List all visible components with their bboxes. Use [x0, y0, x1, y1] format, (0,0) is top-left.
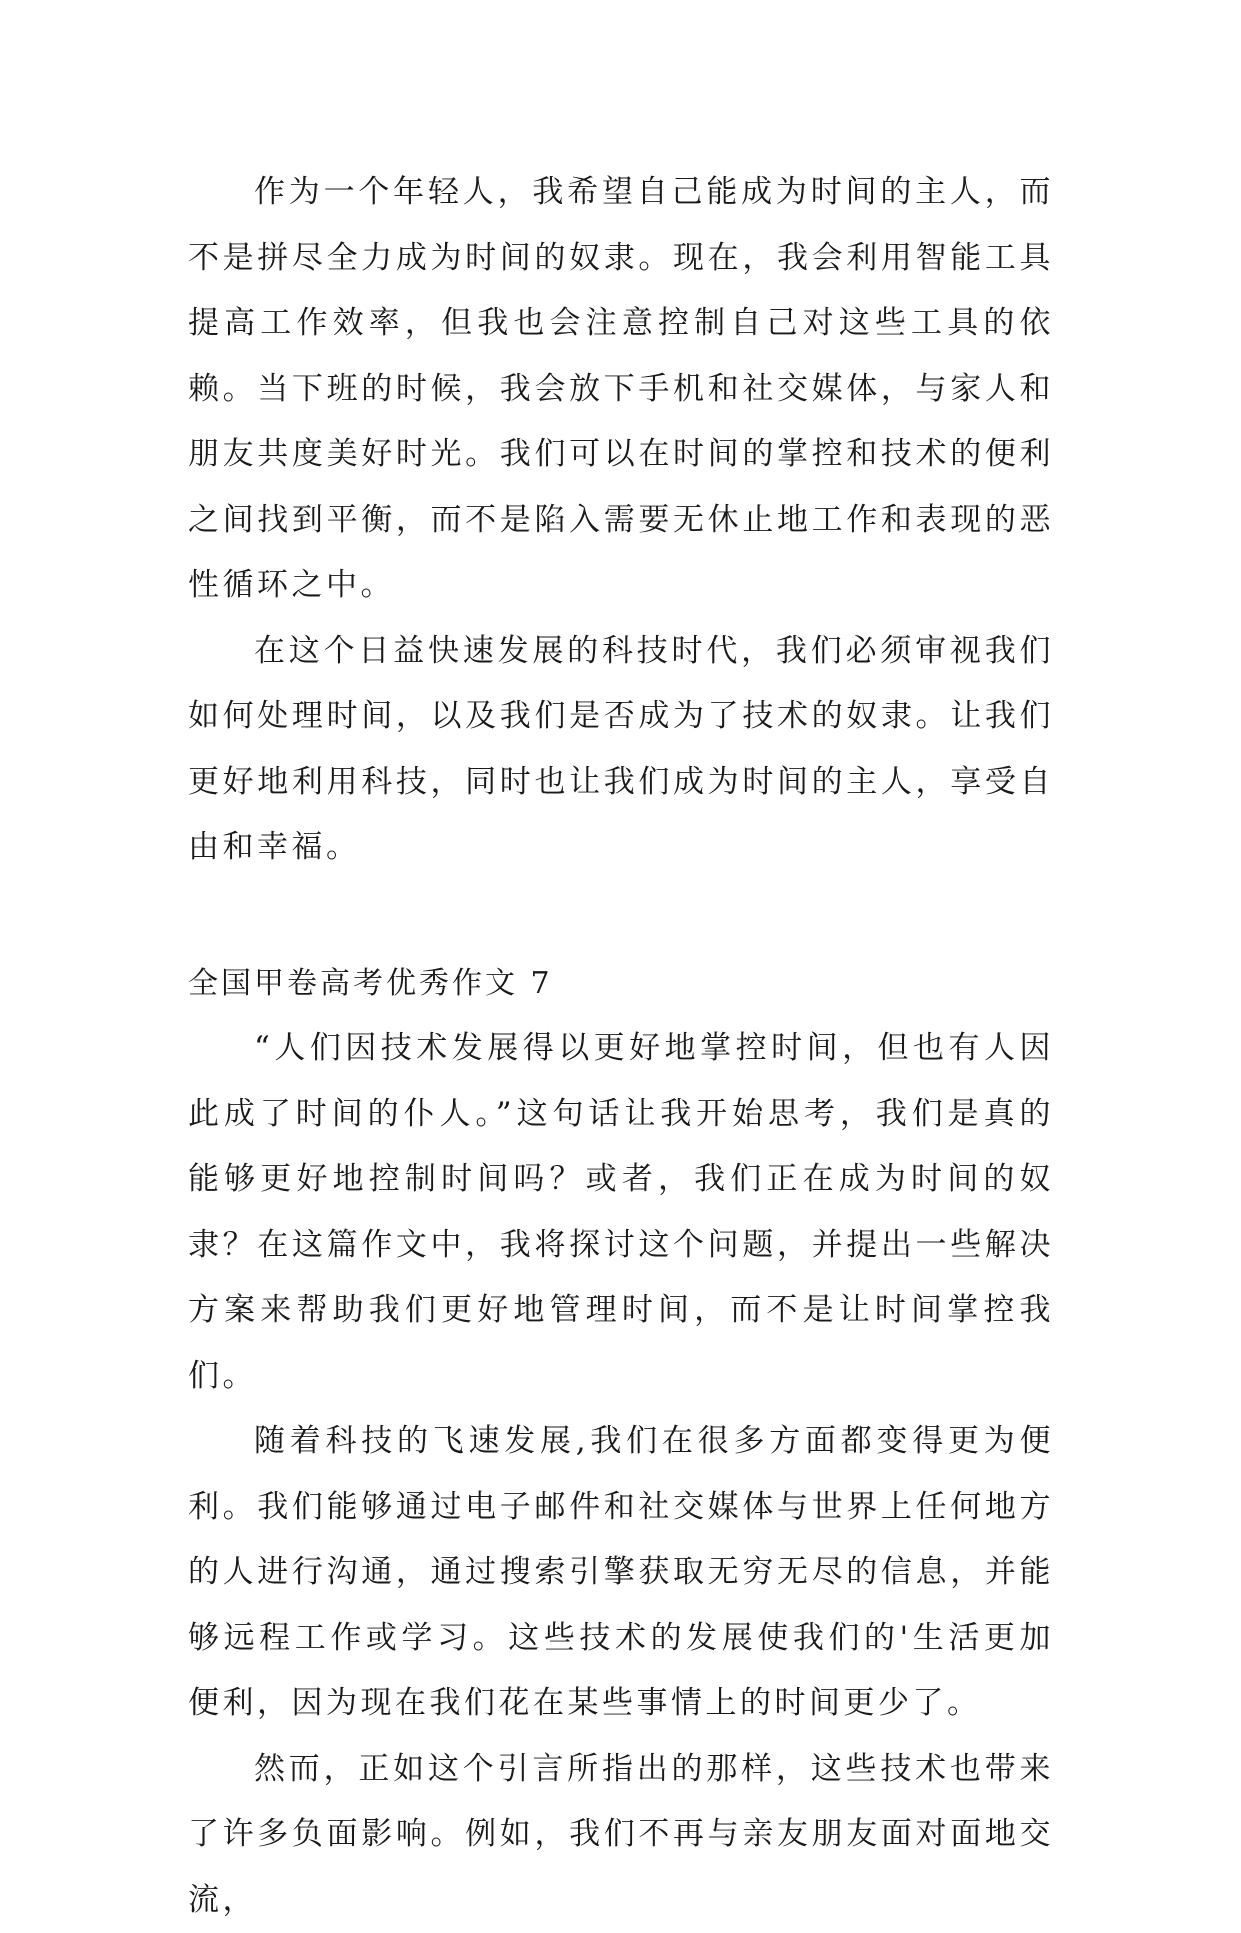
- paragraph-tech-convenience: 随着科技的飞速发展,我们在很多方面都变得更为便利。我们能够通过电子邮件和社交媒体与世界上任何地方的人进行沟通，通过搜索引擎获取无穷无尽的信息，并能够远程工作或学习。这些技术的发展使我们的'生活更加便利，因为现在我们花在某些事情上的时间更少了。: [188, 1409, 1054, 1737]
- paragraph-quote-intro: “人们因技术发展得以更好地掌控时间，但也有人因此成了时间的仆人。”这句话让我开始思考，我们是真的能够更好地控制时间吗？或者，我们正在成为时间的奴隶？在这篇作文中，我将探讨这个问题，并提出一些解决方案来帮助我们更好地管理时间，而不是让时间掌控我们。: [188, 1016, 1054, 1409]
- paragraph-tech-era: 在这个日益快速发展的科技时代，我们必须审视我们如何处理时间，以及我们是否成为了技术的奴隶。让我们更好地利用科技，同时也让我们成为时间的主人，享受自由和幸福。: [188, 619, 1054, 881]
- document-body: [188, 160, 1054, 1933]
- paragraph-negative-effects: 然而，正如这个引言所指出的那样，这些技术也带来了许多负面影响。例如，我们不再与亲友朋友面对面地交流，: [188, 1737, 1054, 1933]
- essay-heading: 全国甲卷高考优秀作文 7: [188, 951, 1054, 1017]
- paragraph-young-person: 作为一个年轻人，我希望自己能成为时间的主人，而不是拼尽全力成为时间的奴隶。现在，我会利用智能工具提高工作效率，但我也会注意控制自己对这些工具的依赖。当下班的时候，我会放下手机和社交媒体，与家人和朋友共度美好时光。我们可以在时间的掌控和技术的便利之间找到平衡，而不是陷入需要无休止地工作和表现的恶性循环之中。: [188, 160, 1054, 619]
